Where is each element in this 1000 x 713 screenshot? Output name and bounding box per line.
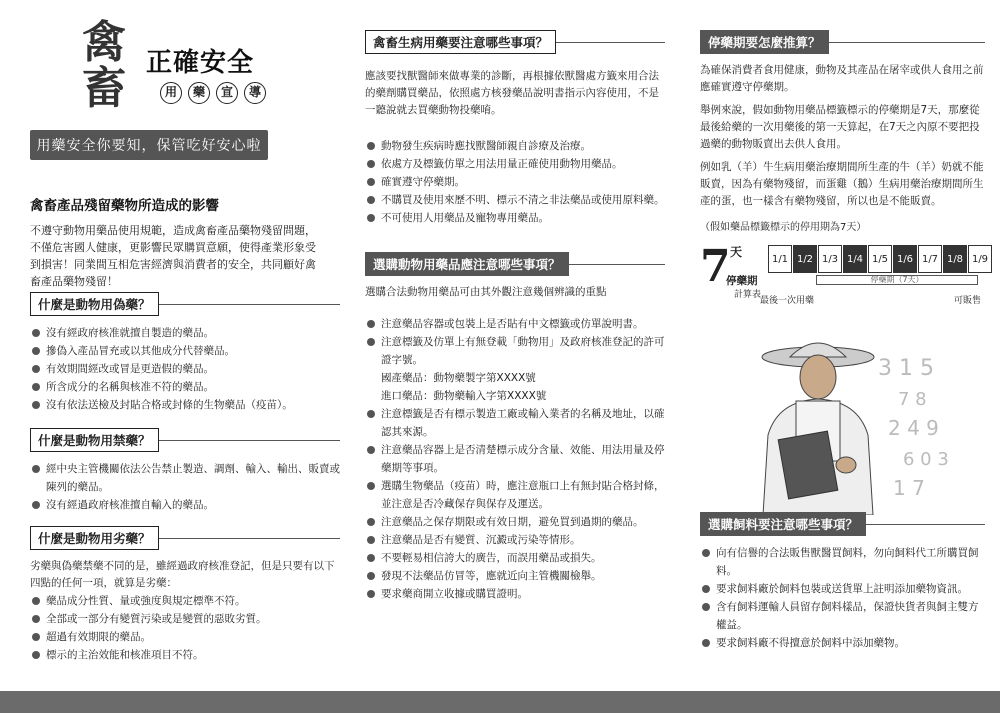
logo-sub-char: 宣 — [216, 82, 238, 104]
svg-text:1 7: 1 7 — [893, 476, 925, 500]
list-item: 依處方及標籤仿單之用法用量正確使用動物用藥品。 — [365, 155, 665, 173]
sick-intro: 應該要找獸醫師來做專業的診斷，再根據依獸醫處方籤來用合法的藥劑購買藥品，依照處方核發藥品說明書指示內容使用，不是一聽說就去買藥動物投藥唷。 — [365, 70, 659, 116]
section-sick-medication — [365, 30, 665, 227]
list-item: 摻偽入產品冒充或以其他成分代替藥品。 — [30, 342, 340, 360]
list-item: 有效期間經改或冒是更造假的藥品。 — [30, 360, 340, 378]
section-banned-drug — [30, 428, 340, 514]
list-item: 不購買及使用來歷不明、標示不清之非法藥品或使用原料藥。 — [365, 191, 665, 209]
intro-text: 不遵守動物用藥品使用規範，造成禽畜產品藥物殘留問題，不僅危害國人健康，更影響民眾購買意願，使得產業形象受到損害！同業間互相危害經濟與消費者的安全，共同顧好禽畜產品藥物殘留！ — [30, 224, 316, 288]
section-title: 禽畜生病用藥要注意哪些事項？ — [365, 30, 556, 54]
list-item: 沒有經政府核准就擅自製造的藥品。 — [30, 324, 340, 342]
farmer-illustration — [728, 335, 968, 515]
withdrawal-p3: 例如乳（羊）牛生病用藥治療期間所生產的牛（羊）奶就不能販賣，因為有藥物殘留，而蛋雞（鵝）生病用藥治療期間所生產的蛋，也一樣含有藥物殘留，所以也是不能販賣。 — [700, 161, 984, 207]
calc-day-cell: 1/5 — [868, 245, 892, 273]
list-item: 進口藥品：動物藥輸入字第XXXX號 — [381, 390, 547, 402]
list-item: 發現不法藥品仿冒等，應就近向主管機關檢舉。 — [365, 567, 665, 585]
logo-sub-char: 藥 — [188, 82, 210, 104]
withdrawal-calc-table — [700, 241, 989, 311]
bottom-band — [0, 691, 1000, 713]
list-item: 經中央主管機關依法公告禁止製造、調劑、輸入、輸出、販賣或陳列的藥品。 — [30, 460, 340, 496]
withdrawal-p1: 為確保消費者食用健康，動物及其產品在屠宰或供人食用之前應確實遵守停藥期。 — [700, 64, 984, 93]
list-item: 所含成分的名稱與核准不符的藥品。 — [30, 378, 340, 396]
svg-text:3 1 5: 3 1 5 — [878, 356, 934, 381]
section-title: 選購飼料要注意哪些事項？ — [700, 512, 866, 536]
list-item: 注意藥品是否有變質、沉澱或污染等情形。 — [365, 531, 665, 549]
list-item: 國產藥品：動物藥製字第XXXX號 — [381, 372, 536, 384]
list-item: 沒有依法送檢及封貼合格或封條的生物藥品（疫苗）。 — [30, 396, 340, 414]
section-buying-drugs — [365, 252, 665, 603]
list-item: 沒有經過政府核准擅自輸入的藥品。 — [30, 496, 340, 514]
list-item: 不要輕易相信誇大的廣告，而誤用藥品或損失。 — [365, 549, 665, 567]
list-item: 注意藥品容器或包裝上是否貼有中文標籤或仿單說明書。 — [365, 315, 665, 333]
list-item: 注意藥品之保存期限或有效日期，避免買到過期的藥品。 — [365, 513, 665, 531]
inferior-intro: 劣藥與偽藥禁藥不同的是，雖經過政府核准登記，但是只要有以下四點的任何一項，就算是劣藥： — [30, 560, 335, 589]
section-inferior-drug — [30, 526, 340, 664]
section-title: 停藥期要怎麼推算？ — [700, 30, 829, 54]
list-item: 要求飼料廠不得擅意於飼料中添加藥物。 — [700, 634, 985, 652]
list-item: 注意藥品容器上是否清楚標示成分含量、效能、用法用量及停藥期等事項。 — [365, 441, 665, 477]
calc-note: （假如藥品標籤標示的停用期為7天） — [700, 222, 867, 233]
calc-period-bar: 停藥期（7天） — [816, 275, 978, 285]
calc-can-sell: 可販售 — [953, 296, 981, 306]
calc-last-dose: 最後一次用藥 — [760, 296, 815, 306]
list-item: 要求藥商開立收據或購買證明。 — [365, 585, 665, 603]
list-item: 要求飼料廠於飼料包裝或送貨單上註明添加藥物資訊。 — [700, 580, 985, 598]
logo-title: 正確安全 — [146, 48, 255, 78]
section-title: 什麼是動物用偽藥？ — [30, 292, 159, 316]
withdrawal-p2: 舉例來說，假如動物用藥品標籤標示的停藥期是7天，那麼從最後給藥的一次用藥後的第一天算起，在7天之內原不要把投過藥的動物販賣出去供人食用。 — [700, 104, 980, 150]
list-item: 注意標籤是否有標示製造工廠或輸入業者的名稱及地址，以確認其來源。 — [365, 405, 665, 441]
section-feed — [700, 512, 985, 652]
logo-sub-char: 用 — [160, 82, 182, 104]
fake-drug-list — [30, 324, 340, 414]
svg-text:7 8: 7 8 — [898, 389, 927, 410]
buying-list — [365, 315, 665, 603]
calc-day-cell: 1/2 — [793, 245, 817, 273]
calc-day-cell: 1/1 — [768, 245, 792, 273]
logo-char-1: 禽 — [82, 17, 126, 68]
calc-day-cell: 1/4 — [843, 245, 867, 273]
buying-intro: 選購合法動物用藥品可由其外觀注意幾個辨識的重點 — [365, 286, 607, 298]
inferior-drug-list — [30, 592, 340, 664]
section-withdrawal — [700, 30, 989, 311]
calc-seven: 7 — [700, 241, 731, 292]
calc-day-cell: 1/8 — [943, 245, 967, 273]
sick-list — [365, 137, 665, 227]
intro-title: 禽畜產品殘留藥物所造成的影響 — [30, 198, 219, 214]
list-item: 不可使用人用藥品及寵物專用藥品。 — [365, 209, 665, 227]
list-item: 向有信譽的合法販售獸醫買飼料，勿向飼料代工所購買飼料。 — [700, 544, 985, 580]
list-item: 確實遵守停藥期。 — [365, 173, 665, 191]
calc-period-label: 停藥期 — [726, 275, 758, 287]
feed-list — [700, 544, 985, 652]
calc-day-cell: 1/9 — [968, 245, 992, 273]
banned-drug-list — [30, 460, 340, 514]
list-item: 超過有效期限的藥品。 — [30, 628, 340, 646]
list-item: 動物發生疾病時應找獸醫師親自診療及治療。 — [365, 137, 665, 155]
svg-text:2 4 9: 2 4 9 — [888, 416, 939, 440]
logo-block — [30, 17, 340, 120]
list-item: 標示的主治效能和核准項目不符。 — [30, 646, 340, 664]
logo-char-2: 畜 — [82, 63, 126, 114]
calc-day-cell: 1/6 — [893, 245, 917, 273]
section-title: 什麼是動物用劣藥？ — [30, 526, 159, 550]
logo-subtitle — [160, 82, 266, 104]
logo-characters — [74, 17, 134, 114]
svg-text:6 0 3: 6 0 3 — [903, 449, 949, 470]
calc-day-cell: 1/3 — [818, 245, 842, 273]
list-item: 注意標籤及仿單上有無登載「動物用」及政府核准登記的許可證字號。 — [365, 333, 665, 369]
list-item: 全部或一部分有變質污染或是變質的惡敗劣質。 — [30, 610, 340, 628]
calc-days-row — [768, 245, 993, 273]
logo-sub-char: 導 — [244, 82, 266, 104]
calc-table-label: 計算表 — [734, 290, 762, 300]
slogan-banner: 用藥安全你要知，保管吃好安心啦 — [30, 130, 268, 160]
calc-day-char: 天 — [730, 245, 743, 259]
section-fake-drug — [30, 292, 340, 414]
list-item: 藥品成分性質、量或強度與規定標準不符。 — [30, 592, 340, 610]
list-item: 選購生物藥品（疫苗）時，應注意瓶口上有無封貼合格封條，並注意是否冷藏保存與保存及運送。 — [365, 477, 665, 513]
section-title: 選購動物用藥品應注意哪些事項？ — [365, 252, 569, 276]
column-left — [30, 17, 340, 661]
section-title: 什麼是動物用禁藥？ — [30, 428, 159, 452]
list-item: 含有飼料運輸人員留存飼料樣品，保證快貨者與飼主雙方權益。 — [700, 598, 985, 634]
calc-day-cell: 1/7 — [918, 245, 942, 273]
